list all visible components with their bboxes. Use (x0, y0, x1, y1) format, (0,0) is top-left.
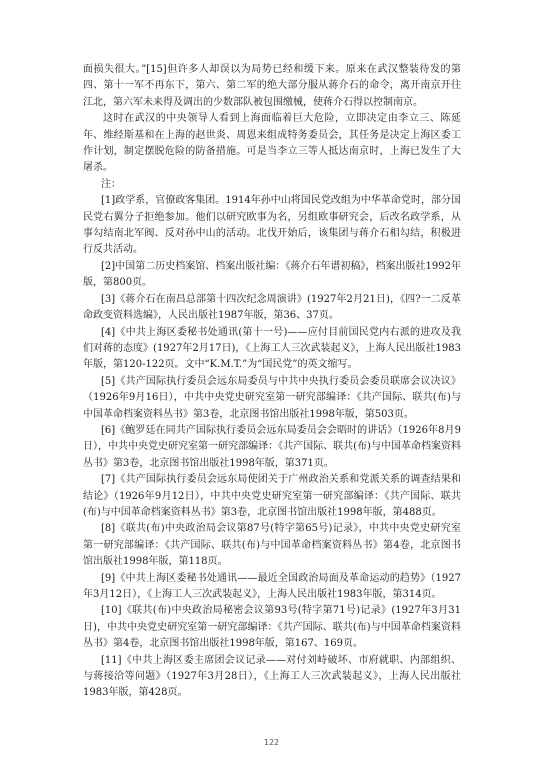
note-2: [2]中国第二历史档案馆、档案出版社编：《蒋介石年谱初稿》，档案出版社1992年版，第800页。 (83, 260, 461, 289)
note-8: [8]《联共(布)中央政治局会议第87号(特字第65号)记录》，中共中央党史研究室第一研究部编译：《共产国际、联共(布)与中国革命档案资料丛书》第4卷，北京图书馆出版社1998年版，第118页。 (83, 523, 461, 568)
note-3: [3]《蒋介石在南昌总部第十四次纪念周演讲》(1927年2月21日)，《四?一二反革命政变资料选编》，人民出版社1987年版，第36、37页。 (83, 293, 461, 322)
body-paragraph-2: 这时在武汉的中央领导人看到上海面临着巨大危险，立即决定由李立三、陈延年、维经斯基和在上海的赵世炎、周恩来组成特务委员会，其任务是决定上海区委工作计划，制定摆脱危险的防备措施。可是当李立三等人抵达南京时，上海已发生了大屠杀。 (83, 113, 461, 174)
page-number: 122 (263, 738, 280, 747)
notes-label: 注： (101, 178, 121, 190)
note-4: [4]《中共上海区委秘书处通讯(第十一号)——应付目前国民党内右派的进攻及我们对蒋的态度》(1927年2月17日)，《上海工人三次武装起义》，上海人民出版社1983年版，第120-122页。文中“K.M.T.”为“国民党”的英文缩写。 (83, 326, 461, 371)
note-6: [6]《鲍罗廷在同共产国际执行委员会远东局委员会会晤时的讲话》（1926年8月9日），中共中央党史研究室第一研究部编译：《共产国际、联共(布)与中国革命档案资料丛书》第3卷，北京图书馆出版社1998年版，第371页。 (83, 424, 461, 469)
note-10: [10]《联共(布)中央政治局秘密会议第93号(特字第71号)记录》(1927年3月31日)，中共中央党史研究室第一研究部编译：《共产国际、联共(布)与中国革命档案资料丛书》第4卷，北京图书馆出版社1998年版，第167、169页。 (83, 605, 461, 650)
page-body (83, 62, 461, 702)
note-5: [5]《共产国际执行委员会远东局委员与中共中央执行委员会委员联席会议决议》（1926年9月16日），中共中央党史研究室第一研究部编译：《共产国际、联共(布)与中国革命档案资料丛书》第3卷，北京图书馆出版社1998年版，第503页。 (83, 375, 461, 420)
body-paragraph-1: 面损失很大。”[15]但许多人却误以为局势已经和缓下来。原来在武汉整装待发的第四、第十一军不再东下，第六、第二军的绝大部分服从蒋介石的命令，离开南京开往江北，第六军未来得及调出的少数部队被包围缴械，使蒋介石得以控制南京。 (83, 64, 461, 108)
note-11: [11]《中共上海区委主席团会议记录——对付刘峙破坏、市府就职、内部组织、与蒋接洽等问题》（1927年3月28日），《上海工人三次武装起义》，上海人民出版社1983年版，第428页。 (83, 654, 461, 699)
note-7: [7]《共产国际执行委员会远东局使团关于广州政治关系和党派关系的调查结果和结论》（1926年9月12日），中共中央党史研究室第一研究部编译：《共产国际、联共(布)与中国革命档案资料丛书》第3卷，北京图书馆出版社1998年版，第488页。 (83, 474, 461, 518)
note-9: [9]《中共上海区委秘书处通讯——最近全国政治局面及革命运动的趋势》（1927年3月12日），《上海工人三次武装起义》，上海人民出版社1983年版，第314页。 (83, 572, 461, 600)
note-1: [1]政学系，官僚政客集团。1914年孙中山将国民党改组为中华革命党时，部分国民党右翼分子拒绝参加。他们以研究欧事为名，另组欧事研究会，后改名政学系，从事勾结南北军阀、反对孙中山的活动。北伐开始后，该集团与蒋介石相勾结，积极进行反共活动。 (83, 195, 461, 256)
